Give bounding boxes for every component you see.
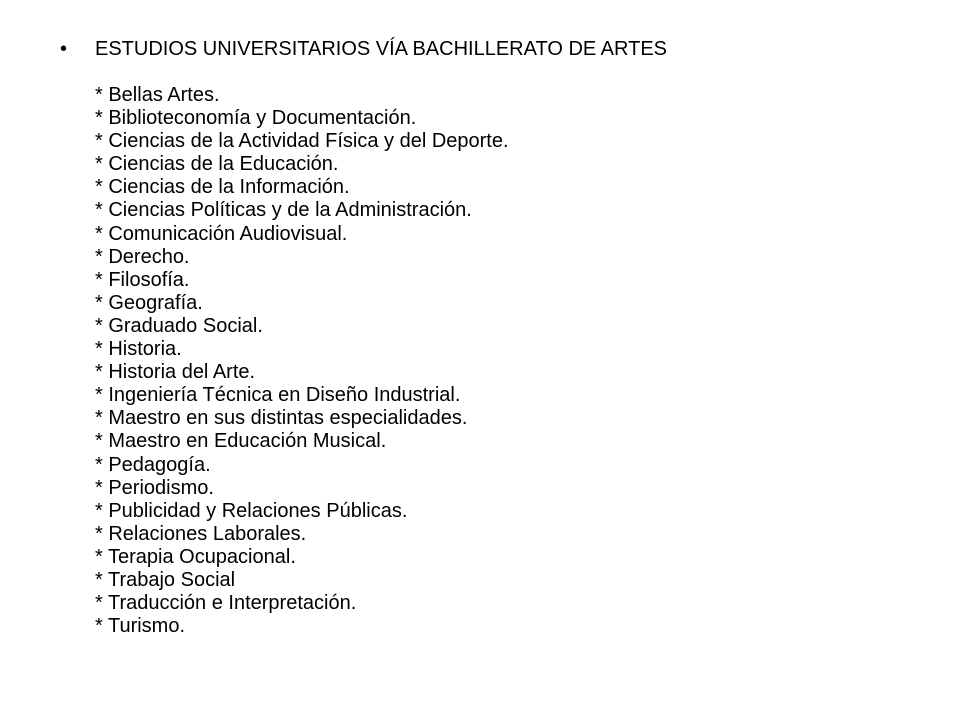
list-item: * Ciencias de la Actividad Física y del Deporte. — [95, 130, 509, 153]
list-item: * Periodismo. — [95, 476, 214, 499]
list-item: * Ciencias de la Información. — [95, 176, 350, 199]
list-item: * Comunicación Audiovisual. — [95, 222, 348, 245]
list-item: * Bellas Artes. — [95, 84, 220, 106]
list-item: * Publicidad y Relaciones Públicas. — [95, 499, 408, 522]
slide-heading: ESTUDIOS UNIVERSITARIOS VÍA BACHILLERATO DE ARTES — [95, 38, 668, 60]
list-item: * Maestro en Educación Musical. — [95, 430, 387, 453]
list-item: * Traducción e Interpretación. — [95, 592, 357, 615]
bullet-icon: • — [60, 38, 68, 60]
list-item: * Pedagogía. — [95, 453, 211, 476]
list-item: * Turismo. — [95, 615, 186, 638]
list-item: * Ciencias de la Educación. — [95, 153, 339, 176]
list-item: * Historia. — [95, 338, 182, 361]
list-item: * Maestro en sus distintas especialidades. — [95, 407, 468, 430]
degree-list — [95, 84, 509, 638]
list-item: * Trabajo Social — [95, 568, 236, 591]
list-item: * Derecho. — [95, 245, 190, 268]
list-item: * Ciencias Políticas y de la Administración. — [95, 199, 472, 222]
list-item: * Biblioteconomía y Documentación. — [95, 107, 417, 130]
list-item: * Ingeniería Técnica en Diseño Industrial. — [95, 384, 461, 407]
list-item: * Geografía. — [95, 291, 203, 314]
list-item: * Filosofía. — [95, 268, 190, 291]
list-item: * Terapia Ocupacional. — [95, 545, 296, 568]
list-item: * Relaciones Laborales. — [95, 522, 307, 545]
list-item: * Historia del Arte. — [95, 361, 256, 384]
list-item: * Graduado Social. — [95, 314, 263, 337]
